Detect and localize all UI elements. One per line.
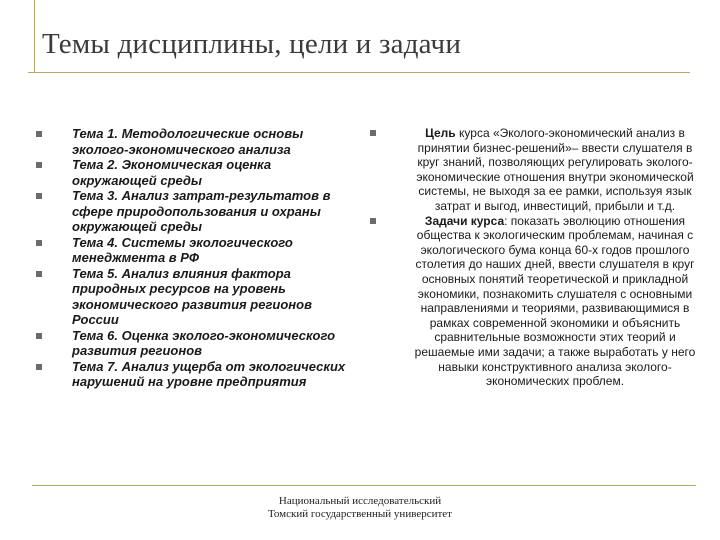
footer-line-2: Томский государственный университет: [268, 508, 452, 520]
square-bullet-icon: [36, 364, 42, 370]
tasks-text: [406, 214, 704, 389]
slide-title: Темы дисциплины, цели и задачи: [42, 28, 462, 60]
topic-text: Тема 7. Анализ ущерба от экологических нарушений на уровне предприятия: [72, 358, 346, 389]
square-bullet-icon: [36, 162, 42, 168]
topic-text: Тема 1. Методологические основы эколого-экономического анализа: [72, 126, 304, 157]
goals-column: [370, 126, 704, 389]
title-underline-rule: [28, 72, 690, 73]
frame-vertical-rule: [34, 0, 35, 72]
goal-item: [370, 126, 704, 214]
topic-text: Тема 3. Анализ затрат-результатов в сфере природопользования и охраны окружающей среды: [72, 188, 331, 234]
topic-text: Тема 6. Оценка эколого-экономического развития регионов: [72, 327, 336, 358]
topic-item-5: [36, 266, 346, 328]
square-bullet-icon: [36, 193, 42, 199]
topics-list: [36, 126, 346, 390]
topic-text: Тема 2. Экономическая оценка окружающей среды: [72, 157, 272, 188]
topic-item-4: [36, 235, 346, 266]
tasks-description: : показать эволюцию отношения общества к экологическим проблемам, начиная с экологического бума конца 60-х годов прошлого столетия до наших дней, ввести слушателя в круг основных понятий теоретической и прикладной экономики, познакомить слушателя с основными направлениями и теориями, развивающимися в рамках современной экономики и объяснить сравнительные возможности этих теорий и решаемые ими задачи; а также выработать у него навыки конструктивного анализа эколого-экономических проблем.: [414, 213, 696, 389]
tasks-term: Задачи курса: [424, 213, 505, 228]
square-bullet-icon: [36, 333, 42, 339]
topic-text: Тема 4. Системы экологического менеджмента в РФ: [72, 234, 293, 265]
topic-text: Тема 5. Анализ влияния фактора природных ресурсов на уровень экономического развития регионов России: [72, 265, 312, 327]
topic-item-1: [36, 126, 346, 157]
goals-list: [370, 126, 704, 389]
goal-term: Цель: [425, 126, 456, 140]
topic-item-6: [36, 328, 346, 359]
topic-item-2: [36, 157, 346, 188]
square-bullet-icon: [370, 218, 376, 224]
topic-item-7: [36, 359, 346, 390]
footer-line-1: Национальный исследовательский: [278, 495, 442, 507]
goal-description: курса «Эколого-экономический анализ в принятии бизнес-решений»– ввести слушателя в круг знаний, позволяющих регулировать эколого-экономические отношения внутри экономической системы, не выходя за ее рамки, используя язык затрат и выгод, инвестиций, прибыли и т.д.: [416, 126, 694, 213]
footer: [0, 495, 720, 521]
square-bullet-icon: [36, 131, 42, 137]
square-bullet-icon: [36, 240, 42, 246]
square-bullet-icon: [370, 130, 376, 136]
topic-item-3: [36, 188, 346, 235]
goal-text: [406, 126, 704, 214]
footer-rule: [32, 485, 696, 486]
tasks-item: [370, 214, 704, 389]
square-bullet-icon: [36, 271, 42, 277]
topics-column: [36, 126, 346, 390]
